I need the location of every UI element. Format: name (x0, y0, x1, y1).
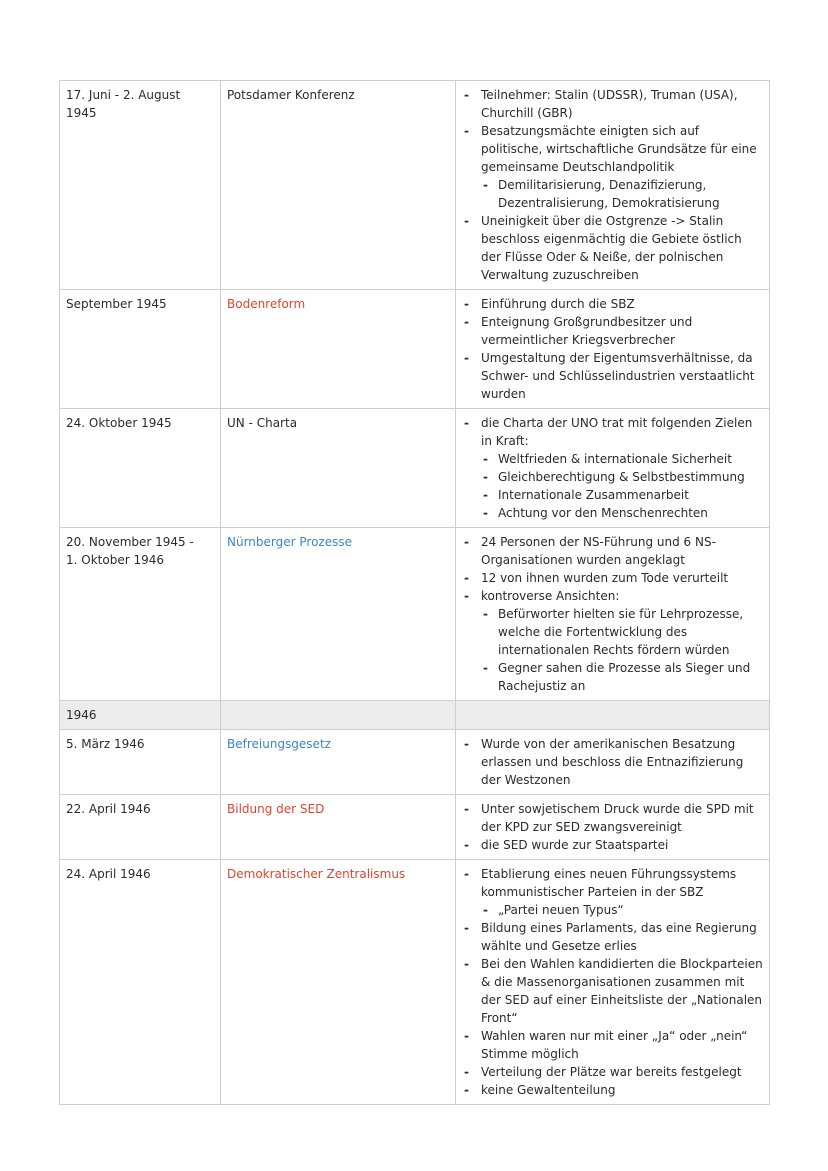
date-cell (60, 528, 221, 701)
list-item: - Einführung durch die SBZ (462, 295, 763, 313)
notes-cell (456, 409, 770, 528)
sub-list-item: - Achtung vor den Menschenrechten (481, 504, 763, 522)
notes-cell (456, 860, 770, 1105)
list-item (462, 122, 763, 212)
notes-cell (456, 730, 770, 795)
list-item: - Teilnehmer: Stalin (UDSSR), Truman (USA), Churchill (GBR) (462, 86, 763, 122)
timeline-table (59, 80, 770, 1105)
sub-list-item: - Befürworter hielten sie für Lehrprozesse, welche die Fortentwicklung des internationalen Rechts fördern würden (481, 605, 763, 659)
notes-list (462, 86, 763, 284)
list-item (462, 587, 763, 695)
event-cell: Nürnberger Prozesse (221, 528, 456, 701)
event-cell: Bodenreform (221, 290, 456, 409)
event-cell: Befreiungsgesetz (221, 730, 456, 795)
sub-list (481, 901, 763, 919)
year-cell: 1946 (60, 701, 221, 730)
list-item (462, 414, 763, 522)
list-item: - die SED wurde zur Staatspartei (462, 836, 763, 854)
event-cell: UN - Charta (221, 409, 456, 528)
list-item: - Uneinigkeit über die Ostgrenze -> Stalin beschloss eigenmächtig die Gebiete östlich der Flüsse Oder & Neiße, der polnischen Verwaltung zuzuschreiben (462, 212, 763, 284)
sub-list-item: - Gegner sahen die Prozesse als Sieger und Rachejustiz an (481, 659, 763, 695)
date-cell: 5. März 1946 (60, 730, 221, 795)
notes-cell (456, 795, 770, 860)
table-row (60, 528, 770, 701)
notes-cell (456, 290, 770, 409)
date-cell: 22. April 1946 (60, 795, 221, 860)
list-item: - keine Gewaltenteilung (462, 1081, 763, 1099)
list-item-text: kontroverse Ansichten: (481, 589, 620, 603)
notes-cell (456, 81, 770, 290)
sub-list-item: - „Partei neuen Typus“ (481, 901, 763, 919)
list-item: - Wahlen waren nur mit einer „Ja“ oder „nein“ Stimme möglich (462, 1027, 763, 1063)
event-cell: Bildung der SED (221, 795, 456, 860)
notes-cell (456, 528, 770, 701)
list-item (462, 865, 763, 919)
sub-list-item: - Demilitarisierung, Denazifizierung, Dezentralisierung, Demokratisierung (481, 176, 763, 212)
list-item: - Verteilung der Plätze war bereits festgelegt (462, 1063, 763, 1081)
list-item: - 12 von ihnen wurden zum Tode verurteilt (462, 569, 763, 587)
table-row (60, 409, 770, 528)
notes-list (462, 865, 763, 1099)
date-cell: 24. April 1946 (60, 860, 221, 1105)
sub-list (481, 176, 763, 212)
sub-list-item: - Weltfrieden & internationale Sicherheit (481, 450, 763, 468)
sub-list (481, 605, 763, 695)
date-cell: 24. Oktober 1945 (60, 409, 221, 528)
empty-cell (221, 701, 456, 730)
notes-list (462, 414, 763, 522)
list-item: - Bei den Wahlen kandidierten die Blockparteien & die Massenorganisationen zusammen mit der SED auf einer Einheitsliste der „Nationalen Front“ (462, 955, 763, 1027)
date-end: 1. Oktober 1946 (66, 553, 164, 567)
table-row (60, 290, 770, 409)
event-cell: Demokratischer Zentralismus (221, 860, 456, 1105)
notes-list (462, 533, 763, 695)
list-item-text: Etablierung eines neuen Führungssystems kommunistischer Parteien in der SBZ (481, 867, 737, 899)
list-item: - Enteignung Großgrundbesitzer und vermeintlicher Kriegsverbrecher (462, 313, 763, 349)
table-row (60, 81, 770, 290)
sub-list (481, 450, 763, 522)
table-row (60, 795, 770, 860)
list-item: - Bildung eines Parlaments, das eine Regierung wählte und Gesetze erlies (462, 919, 763, 955)
table-row (60, 730, 770, 795)
list-item: - Umgestaltung der Eigentumsverhältnisse, da Schwer- und Schlüsselindustrien verstaatlicht wurden (462, 349, 763, 403)
table-row (60, 860, 770, 1105)
date-cell: September 1945 (60, 290, 221, 409)
date-start: 20. November 1945 - (66, 535, 194, 549)
notes-list (462, 735, 763, 789)
year-divider-row (60, 701, 770, 730)
empty-cell (456, 701, 770, 730)
sub-list-item: - Internationale Zusammenarbeit (481, 486, 763, 504)
sub-list-item: - Gleichberechtigung & Selbstbestimmung (481, 468, 763, 486)
list-item: - 24 Personen der NS-Führung und 6 NS-Organisationen wurden angeklagt (462, 533, 763, 569)
list-item: - Wurde von der amerikanischen Besatzung erlassen und beschloss die Entnazifizierung der Westzonen (462, 735, 763, 789)
notes-list (462, 800, 763, 854)
list-item: - Unter sowjetischem Druck wurde die SPD mit der KPD zur SED zwangsvereinigt (462, 800, 763, 836)
list-item-text: Besatzungsmächte einigten sich auf politische, wirtschaftliche Grundsätze für eine gemeinsame Deutschlandpolitik (481, 124, 757, 174)
notes-list (462, 295, 763, 403)
event-cell: Potsdamer Konferenz (221, 81, 456, 290)
date-cell: 17. Juni - 2. August 1945 (60, 81, 221, 290)
list-item-text: die Charta der UNO trat mit folgenden Zielen in Kraft: (481, 416, 753, 448)
